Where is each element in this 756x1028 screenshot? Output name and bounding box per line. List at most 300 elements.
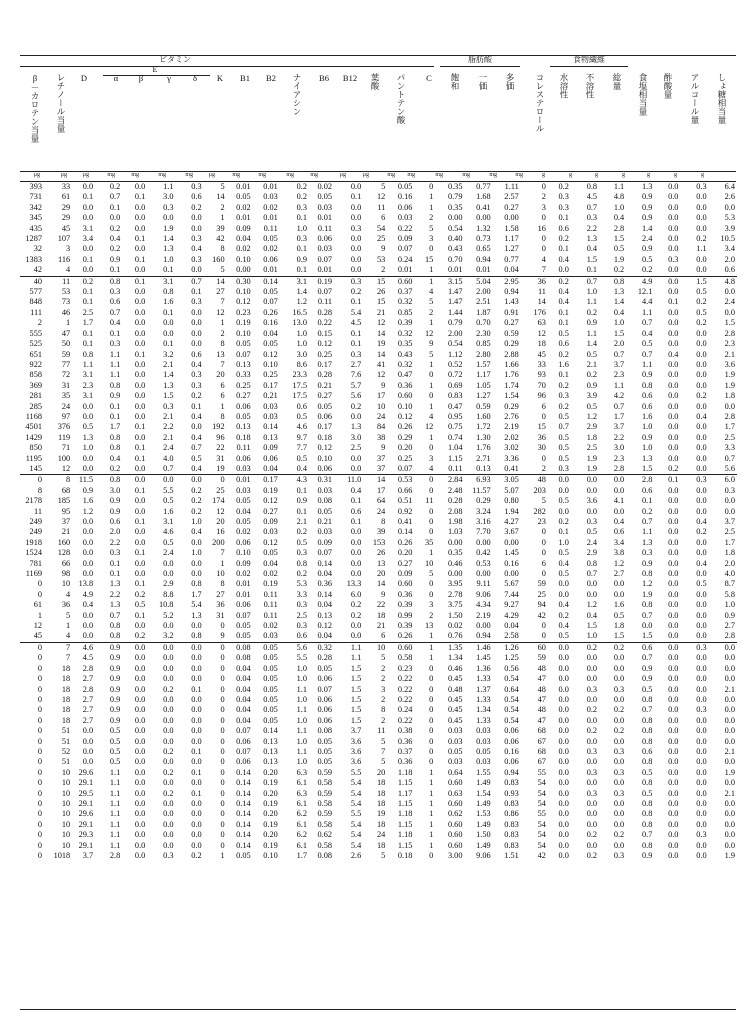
table-cell: 0.05 bbox=[263, 715, 278, 725]
table-cell: 2.1 bbox=[724, 746, 735, 756]
table-cell: 0.0 bbox=[191, 778, 202, 788]
table-cell: 15 bbox=[537, 422, 546, 432]
table-cell: 0.3 bbox=[109, 548, 121, 558]
table-cell: 1.3 bbox=[642, 182, 653, 191]
table-row bbox=[20, 538, 737, 548]
table-cell: 0.43 bbox=[397, 349, 413, 359]
table-cell: 4.34 bbox=[476, 600, 491, 610]
table-cell: 0.0 bbox=[558, 506, 569, 516]
table-cell: 0.0 bbox=[191, 265, 202, 275]
table-cell: 1 bbox=[220, 318, 225, 328]
table-cell: 0.04 bbox=[236, 705, 251, 715]
table-cell: 2.88 bbox=[504, 349, 519, 359]
table-cell: 0.0 bbox=[724, 819, 735, 829]
table-cell: 0 bbox=[37, 819, 42, 829]
table-cell: 1 bbox=[414, 642, 435, 653]
table-cell: 0.0 bbox=[163, 328, 174, 338]
table-cell: 0.0 bbox=[668, 746, 679, 756]
table-cell: 0.9 bbox=[109, 391, 121, 401]
table-cell: 3.6 bbox=[724, 359, 735, 369]
table-cell: 0.2 bbox=[558, 380, 569, 390]
table-cell: 0 bbox=[429, 517, 434, 526]
table-row bbox=[20, 517, 737, 527]
table-cell: 0.60 bbox=[397, 391, 413, 401]
table-cell: 0.9 bbox=[642, 851, 653, 860]
table-cell: 0.0 bbox=[163, 213, 174, 223]
table-cell: 0.45 bbox=[447, 705, 463, 715]
table-cell: 0.7 bbox=[586, 569, 598, 579]
table-cell: 0.0 bbox=[163, 705, 174, 715]
table-cell: 0.03 bbox=[236, 463, 251, 473]
table-cell: 0 bbox=[220, 621, 225, 631]
table-cell: 1 bbox=[429, 318, 434, 328]
table-cell: 0.79 bbox=[447, 318, 463, 328]
table-cell: 1 bbox=[429, 653, 434, 663]
table-cell: 0.0 bbox=[586, 653, 598, 663]
table-cell: 0.7 bbox=[175, 276, 203, 287]
table-cell: 0 bbox=[429, 663, 434, 673]
table-cell: 1 bbox=[429, 819, 434, 829]
table-cell: 0.0 bbox=[134, 809, 146, 819]
table-cell: 0.9 bbox=[586, 380, 598, 390]
header-polyunsaturated: 多価 bbox=[505, 73, 515, 90]
unit-label: mg bbox=[489, 172, 497, 178]
table-cell: 1.60 bbox=[476, 411, 491, 421]
table-cell: 1.35 bbox=[435, 642, 464, 653]
table-cell: 0.6 bbox=[296, 631, 308, 641]
unit-label: mg bbox=[407, 172, 415, 178]
table-cell: 0.0 bbox=[191, 339, 202, 349]
table-cell: 2178 bbox=[25, 496, 42, 506]
table-cell: 1 bbox=[429, 265, 434, 275]
table-cell: 0.1 bbox=[134, 548, 146, 558]
table-cell: 1.18 bbox=[397, 809, 413, 819]
table-cell: 0.01 bbox=[236, 589, 251, 599]
table-cell: 23.3 bbox=[292, 370, 308, 380]
table-cell: 0.64 bbox=[447, 767, 463, 777]
table-row bbox=[20, 611, 737, 621]
table-row bbox=[20, 255, 737, 265]
table-cell: 0 bbox=[429, 746, 434, 756]
table-cell: 42 bbox=[33, 265, 42, 275]
table-cell: 0.22 bbox=[397, 223, 413, 233]
table-cell: 24 bbox=[376, 411, 386, 421]
table-cell: 0.39 bbox=[397, 318, 413, 328]
table-cell: 0.0 bbox=[82, 463, 94, 473]
table-cell: 0.0 bbox=[724, 653, 735, 663]
table-cell: 32 bbox=[33, 244, 42, 254]
table-cell: 1.4 bbox=[296, 287, 308, 297]
table-cell: 9.06 bbox=[476, 851, 491, 860]
table-cell: 0.14 bbox=[236, 767, 251, 777]
table-cell: 0.02 bbox=[263, 202, 278, 212]
table-cell: 0.0 bbox=[586, 819, 598, 829]
table-cell: 0.8 bbox=[642, 798, 653, 808]
table-cell: 0.8 bbox=[109, 380, 121, 390]
unit-label: g bbox=[701, 172, 704, 178]
table-cell: 0.60 bbox=[387, 642, 414, 653]
table-cell: 22 bbox=[216, 443, 225, 453]
table-cell: 731 bbox=[29, 192, 42, 202]
table-cell: 3.3 bbox=[296, 589, 308, 599]
table-cell: 0.1 bbox=[134, 443, 146, 453]
table-row bbox=[20, 381, 737, 391]
table-cell: 2.3 bbox=[82, 380, 94, 390]
table-cell: 17 bbox=[376, 391, 386, 401]
table-cell: 2.08 bbox=[447, 506, 463, 516]
table-cell: 1 bbox=[429, 767, 434, 777]
table-cell: 1 bbox=[429, 809, 434, 819]
table-cell: 7 bbox=[220, 359, 225, 369]
table-cell: 3.6 bbox=[350, 757, 362, 767]
table-row bbox=[20, 192, 737, 202]
table-cell: 0.0 bbox=[163, 726, 174, 736]
table-cell: 0.05 bbox=[263, 694, 278, 704]
table-cell: 0.86 bbox=[504, 809, 519, 819]
table-cell: 922 bbox=[29, 359, 42, 369]
table-cell: 0.03 bbox=[317, 244, 333, 254]
table-cell: 0 bbox=[220, 757, 225, 767]
table-cell: 0.36 bbox=[397, 757, 413, 767]
table-cell: 1.49 bbox=[476, 798, 491, 808]
table-cell: 4 bbox=[66, 631, 71, 641]
table-cell: 2.1 bbox=[724, 684, 735, 694]
table-cell: 0.15 bbox=[317, 328, 333, 338]
table-cell: 0.06 bbox=[504, 736, 519, 746]
table-cell: 6 bbox=[541, 558, 546, 568]
table-cell: 48 bbox=[537, 663, 546, 673]
table-cell: 0.0 bbox=[668, 537, 679, 547]
table-cell: 0.0 bbox=[613, 485, 625, 495]
table-cell: 0 bbox=[220, 726, 225, 736]
table-cell: 0.03 bbox=[447, 736, 463, 746]
table-cell: 1.0 bbox=[82, 443, 94, 453]
table-cell: 4.3 bbox=[280, 475, 309, 486]
table-cell: 0.5 bbox=[642, 788, 653, 798]
table-cell: 60 bbox=[521, 642, 548, 653]
header-pantothenic-acid: パントテン酸 bbox=[396, 73, 406, 124]
table-row bbox=[20, 841, 737, 851]
table-cell: 0.00 bbox=[504, 569, 519, 579]
table-cell: 0.7 bbox=[724, 453, 735, 463]
table-cell: 0.1 bbox=[109, 558, 121, 568]
table-cell: 3.1 bbox=[163, 517, 174, 526]
table-cell: 0.16 bbox=[504, 746, 519, 756]
table-cell: 0.0 bbox=[134, 736, 146, 746]
table-cell: 2.2 bbox=[109, 537, 121, 547]
table-cell: 0.0 bbox=[613, 809, 625, 819]
table-cell: 0.8 bbox=[642, 715, 653, 725]
table-cell: 0.1 bbox=[82, 339, 94, 349]
table-cell: 1 bbox=[429, 432, 434, 442]
table-cell: 1.3 bbox=[109, 579, 121, 589]
table-cell: 0.4 bbox=[696, 558, 707, 568]
table-cell: 0.0 bbox=[558, 485, 569, 495]
table-cell: 11 bbox=[425, 496, 434, 506]
table-cell: 0.0 bbox=[613, 736, 625, 746]
table-cell: 281 bbox=[29, 391, 42, 401]
table-row bbox=[20, 486, 737, 496]
table-cell: 0.0 bbox=[191, 653, 202, 663]
table-cell: 21 bbox=[376, 307, 386, 317]
table-cell: 0.1 bbox=[296, 265, 308, 275]
table-cell: 0.03 bbox=[263, 401, 278, 411]
table-cell: 5 bbox=[541, 496, 546, 506]
table-cell: 0.6 bbox=[724, 265, 735, 275]
table-cell: 2.78 bbox=[447, 589, 463, 599]
table-cell: 111 bbox=[30, 307, 42, 317]
table-cell: 0.05 bbox=[317, 401, 333, 411]
table-cell: 3.9 bbox=[724, 223, 735, 233]
table-cell: 29.1 bbox=[78, 798, 94, 808]
table-cell: 2 bbox=[541, 463, 546, 473]
table-cell: 27 bbox=[216, 589, 225, 599]
table-cell: 3.7 bbox=[724, 517, 735, 526]
table-cell: 0 bbox=[541, 537, 546, 547]
table-cell: 0.20 bbox=[263, 830, 278, 840]
table-cell: 1.1 bbox=[109, 840, 121, 850]
table-cell: 0.07 bbox=[397, 244, 413, 254]
table-cell: 0.0 bbox=[163, 778, 174, 788]
table-cell: 10 bbox=[61, 819, 71, 829]
table-cell: 9 bbox=[381, 380, 386, 390]
table-cell: 0.79 bbox=[447, 192, 463, 202]
table-cell: 0.6 bbox=[109, 517, 121, 526]
table-cell: 3.6 bbox=[350, 746, 362, 756]
table-cell: 1.8 bbox=[586, 432, 598, 442]
table-cell: 0.0 bbox=[134, 705, 146, 715]
table-cell: 1.1 bbox=[109, 778, 121, 788]
table-cell: 0.0 bbox=[191, 705, 202, 715]
table-cell: 8 bbox=[220, 244, 225, 254]
table-cell: 0.7 bbox=[613, 401, 625, 411]
table-cell: 0.9 bbox=[109, 684, 121, 694]
table-cell: 0.07 bbox=[317, 548, 333, 558]
table-cell: 0.14 bbox=[263, 422, 278, 432]
table-cell: 2.5 bbox=[82, 307, 94, 317]
table-cell: 0.5 bbox=[558, 328, 569, 338]
table-cell: 33 bbox=[61, 182, 71, 191]
table-cell: 1.0 bbox=[586, 631, 598, 641]
table-row bbox=[20, 778, 737, 788]
table-cell: 0.6 bbox=[558, 339, 569, 349]
table-row bbox=[20, 244, 737, 254]
table-cell: 0.0 bbox=[668, 788, 679, 798]
table-cell: 0.1 bbox=[191, 401, 202, 411]
table-cell: 0.0 bbox=[696, 359, 707, 369]
table-cell: 153 bbox=[372, 537, 386, 547]
table-cell: 1 bbox=[414, 276, 435, 287]
table-cell: 0.07 bbox=[397, 463, 413, 473]
table-cell: 1.0 bbox=[296, 328, 308, 338]
table-cell: 0.2 bbox=[191, 496, 202, 506]
table-cell: 0 bbox=[429, 694, 434, 704]
table-cell: 0 bbox=[541, 234, 546, 244]
table-cell: 0.13 bbox=[263, 736, 278, 746]
table-row bbox=[20, 747, 737, 757]
table-cell: 4501 bbox=[25, 422, 42, 432]
table-cell: 0.0 bbox=[696, 254, 707, 264]
table-cell: 0.03 bbox=[447, 726, 463, 736]
table-cell: 0.13 bbox=[263, 746, 278, 756]
table-cell: 0.74 bbox=[447, 432, 463, 442]
table-cell: 2.0 bbox=[724, 558, 735, 568]
table-cell: 0.0 bbox=[696, 401, 707, 411]
table-cell: 2.8 bbox=[82, 663, 94, 673]
table-cell: 0.21 bbox=[263, 391, 278, 401]
table-cell: 0.0 bbox=[724, 496, 735, 506]
table-cell: 0.24 bbox=[397, 705, 413, 715]
table-cell: 1.9 bbox=[724, 851, 735, 860]
table-cell: 20 bbox=[216, 370, 225, 380]
table-cell: 1.9 bbox=[724, 380, 735, 390]
table-cell: 11 bbox=[537, 287, 546, 297]
table-cell: 0.5 bbox=[558, 453, 569, 463]
header-retinol: レチノール当量 bbox=[56, 73, 66, 133]
unit-label: mg bbox=[310, 172, 318, 178]
table-cell: 12 bbox=[376, 192, 386, 202]
table-cell: 3.95 bbox=[447, 579, 463, 589]
table-cell: 45 bbox=[537, 349, 546, 359]
table-cell: 0.05 bbox=[317, 746, 333, 756]
table-cell: 0.6 bbox=[613, 527, 625, 537]
table-cell: 0.5 bbox=[642, 339, 653, 349]
table-cell: 0.3 bbox=[613, 746, 625, 756]
table-cell: 96 bbox=[216, 432, 225, 442]
table-cell: 0.19 bbox=[263, 840, 278, 850]
table-cell: 1.11 bbox=[504, 182, 519, 191]
table-cell: 0.1 bbox=[558, 307, 569, 317]
table-cell: 0.1 bbox=[163, 307, 174, 317]
table-cell: 0.3 bbox=[350, 349, 362, 359]
table-cell: 0.19 bbox=[309, 276, 334, 287]
table-cell: 0.83 bbox=[504, 819, 519, 829]
nutrient-data-table bbox=[20, 182, 737, 861]
table-cell: 0.0 bbox=[696, 380, 707, 390]
table-cell: 0.05 bbox=[447, 746, 463, 756]
table-cell: 0.0 bbox=[191, 663, 202, 673]
table-cell: 0.1 bbox=[109, 569, 121, 579]
table-cell: 0.0 bbox=[613, 589, 625, 599]
table-cell: 1.1 bbox=[642, 307, 653, 317]
table-cell: 33 bbox=[537, 359, 546, 369]
table-cell: 2.76 bbox=[504, 411, 519, 421]
table-cell: 0.0 bbox=[191, 318, 202, 328]
table-cell: 0.56 bbox=[504, 663, 519, 673]
table-cell: 0.0 bbox=[134, 223, 146, 233]
table-cell: 0.09 bbox=[263, 443, 278, 453]
table-cell: 2.8 bbox=[613, 223, 625, 233]
table-cell: 68 bbox=[537, 726, 546, 736]
table-cell: 0.06 bbox=[236, 736, 251, 746]
table-cell: 4.1 bbox=[613, 496, 625, 506]
table-cell: 0.04 bbox=[236, 663, 251, 673]
table-cell: 0.19 bbox=[263, 579, 278, 589]
header-e-delta: δ bbox=[192, 73, 197, 83]
header-e-beta: β bbox=[138, 73, 144, 83]
table-cell: 2.8 bbox=[724, 411, 735, 421]
table-cell: 9 bbox=[381, 589, 386, 599]
table-cell: 203 bbox=[533, 485, 546, 495]
table-cell: 9 bbox=[381, 244, 386, 254]
table-cell: 5.4 bbox=[350, 819, 362, 829]
table-cell: 1.53 bbox=[476, 809, 491, 819]
table-cell: 1.3 bbox=[191, 610, 202, 620]
table-cell: 1.74 bbox=[504, 380, 519, 390]
table-cell: 13 bbox=[376, 558, 386, 568]
table-cell: 0.5 bbox=[613, 244, 625, 254]
table-cell: 0.03 bbox=[447, 757, 463, 767]
table-cell: 0.0 bbox=[668, 798, 679, 808]
table-cell: 0.2 bbox=[571, 642, 599, 653]
table-cell: 0 bbox=[37, 778, 42, 788]
table-cell: 1.0 bbox=[296, 757, 308, 767]
table-cell: 3.2 bbox=[163, 631, 174, 641]
table-cell: 4.5 bbox=[82, 653, 94, 663]
table-cell: 0.0 bbox=[191, 223, 202, 233]
table-cell: 3.0 bbox=[163, 192, 174, 202]
table-cell: 1.1 bbox=[109, 767, 121, 777]
table-cell: 0.0 bbox=[724, 694, 735, 704]
table-cell: 0.0 bbox=[696, 537, 707, 547]
table-cell: 3 bbox=[429, 234, 434, 244]
table-cell: 0.2 bbox=[696, 234, 707, 244]
table-cell: 3.02 bbox=[504, 443, 519, 453]
table-cell: 0.0 bbox=[696, 548, 707, 558]
table-cell: 0.0 bbox=[668, 192, 679, 202]
group-fiber: 食物繊維 bbox=[573, 55, 605, 64]
table-cell: 5.4 bbox=[350, 830, 362, 840]
table-cell: 192 bbox=[212, 422, 225, 432]
table-cell: 0.0 bbox=[134, 694, 146, 704]
table-cell: 119 bbox=[58, 432, 71, 442]
table-cell: 2.9 bbox=[586, 548, 598, 558]
table-cell: 3.3 bbox=[724, 443, 735, 453]
table-row bbox=[20, 600, 737, 610]
table-cell: 11 bbox=[34, 506, 42, 516]
table-cell: 0.04 bbox=[236, 674, 251, 684]
table-cell: 5.5 bbox=[296, 653, 308, 663]
table-cell: 0.0 bbox=[558, 767, 569, 777]
table-cell: 0.0 bbox=[558, 726, 569, 736]
header-alcohol: アルコール量 bbox=[690, 73, 700, 124]
table-cell: 0 bbox=[220, 684, 225, 694]
table-cell: 0.03 bbox=[317, 527, 333, 537]
table-cell: 94 bbox=[537, 600, 546, 610]
table-cell: 0.58 bbox=[317, 778, 333, 788]
table-cell: 0.0 bbox=[82, 631, 94, 641]
table-cell: 0.0 bbox=[548, 475, 571, 486]
table-cell: 6.4 bbox=[724, 182, 735, 191]
table-cell: 0.04 bbox=[236, 694, 251, 704]
table-cell: 0.05 bbox=[263, 653, 278, 663]
table-cell: 2.0 bbox=[613, 339, 625, 349]
table-cell: 0.0 bbox=[668, 767, 679, 777]
table-row bbox=[20, 182, 737, 192]
table-cell: 0.4 bbox=[191, 463, 202, 473]
table-cell: 2.71 bbox=[476, 453, 491, 463]
table-cell: 7.6 bbox=[350, 370, 362, 380]
table-cell: 0.0 bbox=[122, 642, 147, 653]
table-cell: 0.8 bbox=[191, 579, 202, 589]
table-cell: 0.2 bbox=[696, 297, 707, 307]
table-cell: 0.5 bbox=[296, 453, 308, 463]
table-cell: 0.80 bbox=[504, 496, 519, 506]
table-cell: 1 bbox=[429, 788, 434, 798]
table-cell: 0.0 bbox=[191, 726, 202, 736]
table-cell: 4 bbox=[429, 411, 434, 421]
table-cell: 0.93 bbox=[504, 788, 519, 798]
